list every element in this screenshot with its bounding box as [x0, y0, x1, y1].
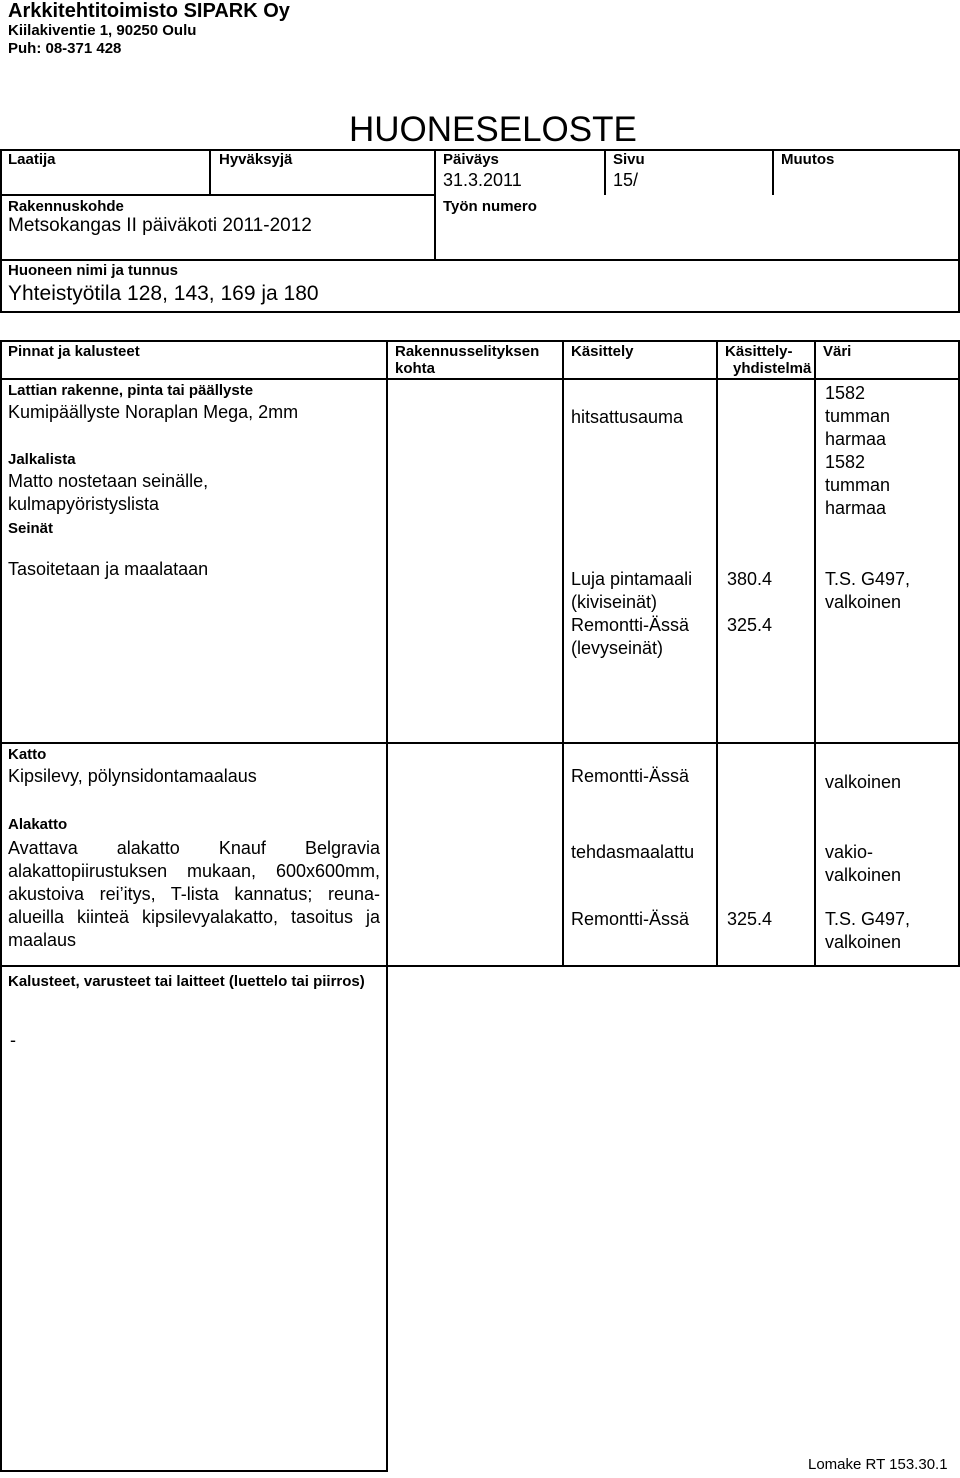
paivays-label: Päiväys [443, 151, 499, 168]
seinat-desc: Tasoitetaan ja maalataan [8, 559, 209, 579]
rule [0, 1470, 388, 1472]
laatija-label: Laatija [8, 151, 56, 168]
rule [716, 340, 718, 967]
jalkalista-desc-1: Matto nostetaan seinälle, [8, 471, 209, 491]
rule [0, 149, 2, 313]
rule [0, 311, 960, 313]
rakennuskohde-label: Rakennuskohde [8, 198, 124, 215]
rule [772, 149, 774, 195]
rule [0, 742, 960, 744]
rule [386, 340, 388, 1472]
sivu-label: Sivu [613, 151, 645, 168]
muutos-label: Muutos [781, 151, 835, 168]
tyon-numero-label: Työn numero [443, 198, 537, 215]
seinat-treatment-2: (kiviseinät) [571, 592, 658, 612]
seinat-label: Seinät [8, 520, 54, 537]
col-rakennusselitys-1: Rakennusselityksen [395, 343, 540, 360]
seinat-treatment-1: Luja pintamaali [571, 569, 693, 589]
rule [0, 340, 960, 342]
seinat-combo-1: 380.4 [727, 569, 773, 589]
paivays-value: 31.3.2011 [443, 170, 522, 190]
alakatto-combo: 325.4 [727, 909, 773, 929]
katto-desc: Kipsilevy, pölynsidontamaalaus [8, 766, 257, 786]
hyvaksyja-label: Hyväksyjä [219, 151, 293, 168]
katto-label: Katto [8, 746, 47, 763]
alakatto-label: Alakatto [8, 816, 68, 833]
lattia-color-3: harmaa [825, 429, 887, 449]
alakatto-treatment-1: tehdasmaalattu [571, 842, 695, 862]
alakatto-color-1b: valkoinen [825, 865, 902, 885]
jalkalista-label: Jalkalista [8, 451, 76, 468]
rule [562, 340, 564, 967]
col-rakennusselitys-2: kohta [395, 360, 436, 377]
lattia-color-2: tumman [825, 406, 891, 426]
rule [0, 378, 960, 380]
jalkalista-color-1: 1582 [825, 452, 866, 472]
col-kasittely: Käsittely [571, 343, 634, 360]
alakatto-desc: Avattava alakatto Knauf Belgravia alakattopiirustuksen mukaan, 600x600mm, akustoiva rei’itys, T-lista kannatus; reuna-alueilla kiinteä kipsilevyalakatto, tasoitus ja maalaus [8, 838, 380, 950]
col-pinnat: Pinnat ja kalusteet [8, 343, 140, 360]
lattia-color-1: 1582 [825, 383, 866, 403]
katto-treatment: Remontti-Ässä [571, 766, 690, 786]
jalkalista-color-2: tumman [825, 475, 891, 495]
kalusteet-label: Kalusteet, varusteet tai laitteet (luettelo tai piirros) [8, 973, 365, 990]
seinat-combo-2: 325.4 [727, 615, 773, 635]
form-code: Lomake RT 153.30.1 [808, 1456, 948, 1473]
col-vari: Väri [823, 343, 852, 360]
document-title: HUONESELOSTE [349, 110, 637, 149]
alakatto-treatment-2: Remontti-Ässä [571, 909, 690, 929]
seinat-treatment-4: (levyseinät) [571, 638, 664, 658]
lattia-treatment: hitsattusauma [571, 407, 684, 427]
huone-value: Yhteistyötila 128, 143, 169 ja 180 [8, 282, 319, 305]
huone-label: Huoneen nimi ja tunnus [8, 262, 179, 279]
rule [0, 259, 960, 261]
jalkalista-desc-2: kulmapyöristyslista [8, 494, 160, 514]
rule [814, 340, 816, 967]
alakatto-color-1a: vakio- [825, 842, 874, 862]
company-phone: Puh: 08-371 428 [8, 40, 122, 57]
seinat-color-1: T.S. G497, [825, 569, 911, 589]
col-kasittelyyhdistelma-2: yhdistelmä [733, 360, 812, 377]
lattia-label: Lattian rakenne, pinta tai päällyste [8, 382, 254, 399]
rule [604, 149, 606, 195]
alakatto-color-2a: T.S. G497, [825, 909, 911, 929]
seinat-color-2: valkoinen [825, 592, 902, 612]
rule [0, 340, 2, 1472]
company-name: Arkkitehtitoimisto SIPARK Oy [8, 0, 290, 22]
kalusteet-value: - [10, 1030, 16, 1050]
alakatto-color-2b: valkoinen [825, 932, 902, 952]
lattia-desc: Kumipäällyste Noraplan Mega, 2mm [8, 402, 299, 422]
rule [209, 149, 211, 195]
seinat-treatment-3: Remontti-Ässä [571, 615, 690, 635]
col-kasittelyyhdistelma-1: Käsittely- [725, 343, 793, 360]
rakennuskohde-value: Metsokangas II päiväkoti 2011-2012 [8, 215, 312, 236]
katto-color: valkoinen [825, 772, 902, 792]
jalkalista-color-3: harmaa [825, 498, 887, 518]
company-address: Kiilakiventie 1, 90250 Oulu [8, 22, 197, 39]
rule [0, 194, 434, 196]
rule [434, 149, 436, 260]
rule [0, 965, 960, 967]
sivu-value: 15/ [613, 170, 639, 190]
